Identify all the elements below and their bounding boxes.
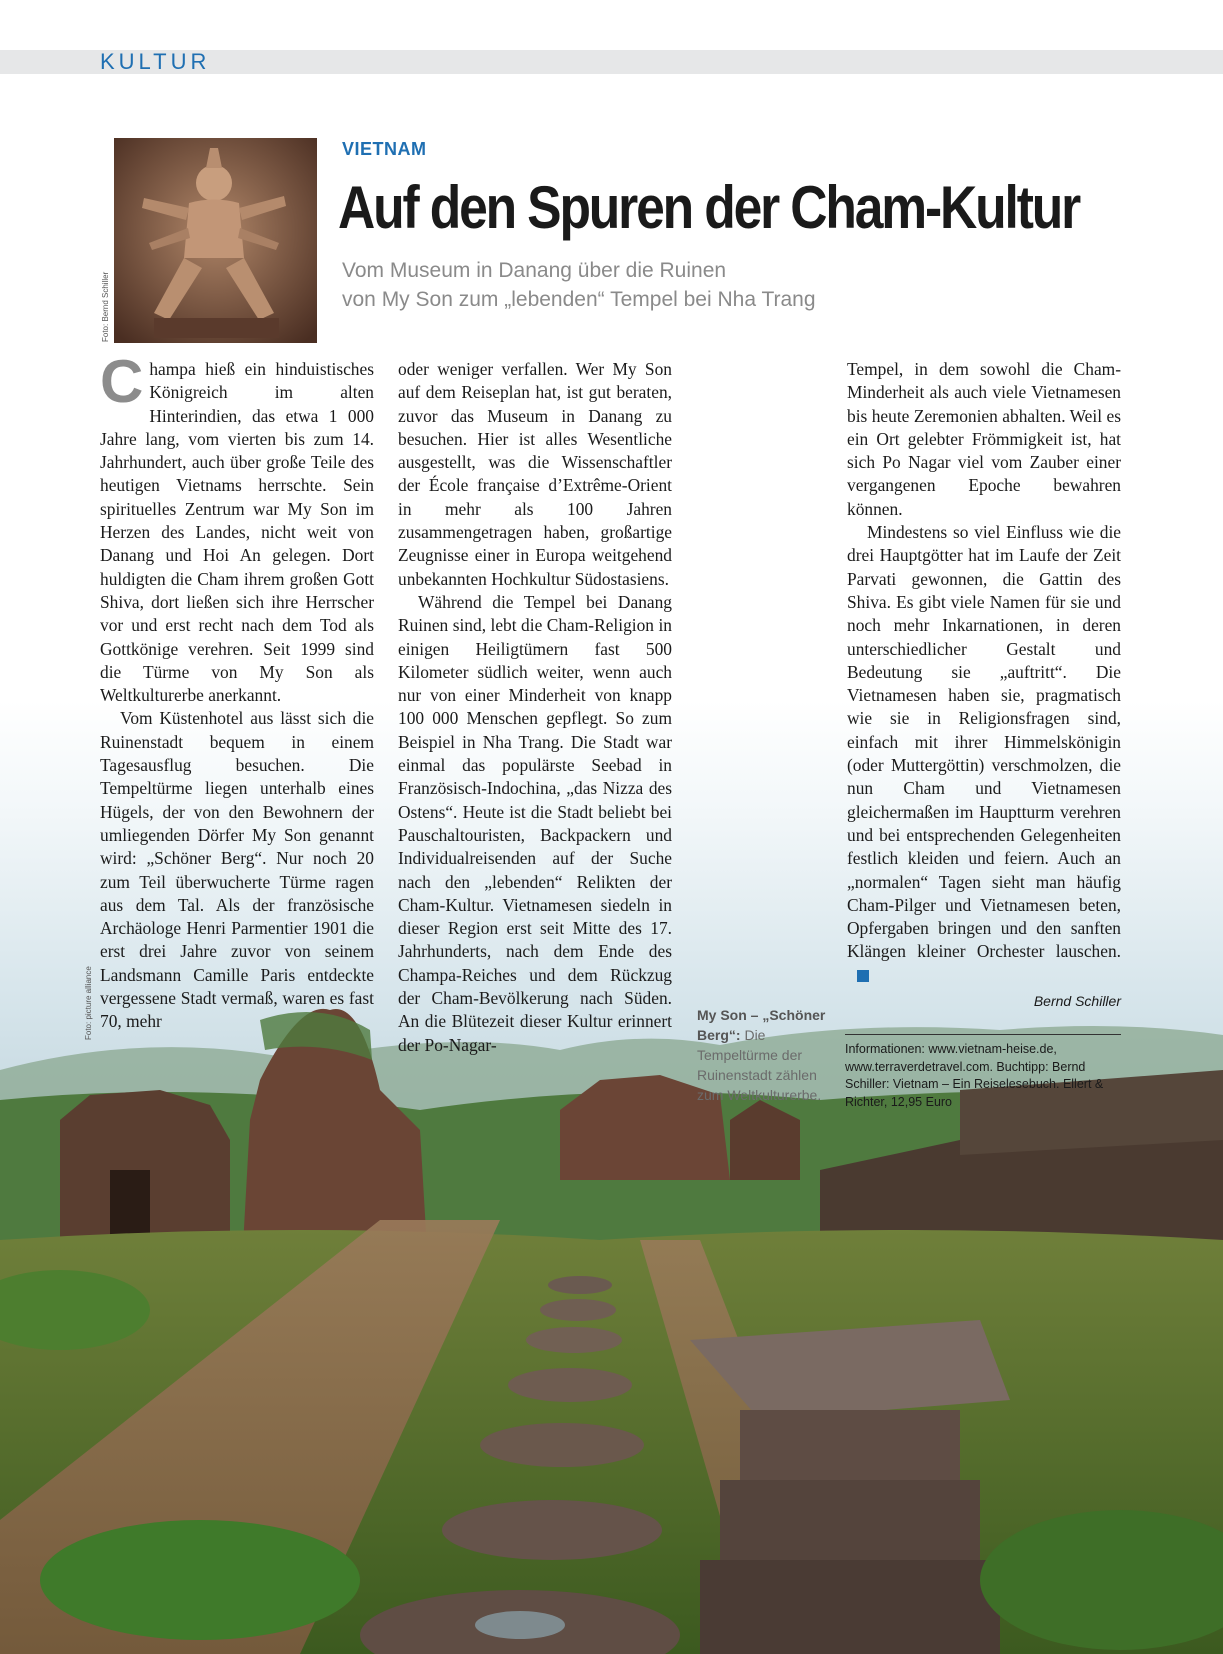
deck-line: von My Son zum „lebenden“ Tempel bei Nha Trang: [342, 288, 816, 311]
paragraph: Während die Tempel bei Danang Ruinen sind, lebt die Cham-Religion in einigen Heiligtümern fast 500 Kilometer südlich weiter, wenn auch nur von einer Minderheit von knapp 100 000 Menschen gepflegt. So zum Beispiel in Nha Trang. Die Stadt war einmal das populärste Seebad in Französisch-Indochina, „das Nizza des Ostens“. Heute ist die Stadt beliebt bei Pauschaltouristen, Backpackern und Individualreisenden auf der Suche nach den „lebenden“ Relikten der Cham-Kultur. Vietnamesen siedeln in dieser Region erst seit Mitte des 17. Jahrhunderts, nach dem Ende des Champa-Reiches und dem Rückzug der Cham-Bevölkerung nach Süden. An die Blütezeit dieser Kultur erinnert der Po-Nagar-: [398, 591, 672, 1055]
deck-line: Vom Museum in Danang über die Ruinen: [342, 259, 727, 282]
caption-title: My Son – „Schöner Berg“:: [697, 1007, 826, 1043]
caption-text: Die Tempeltürme der Ruinenstadt zählen zum Weltkulturerbe.: [697, 1027, 822, 1103]
paragraph-text: hampa hieß ein hinduistisches Königreich im alten Hinterindien, das etwa 1 000 Jahre lang, vom vierten bis zum 14. Jahrhundert, auch über große Teile des heutigen Vietnams herrschte. Sein spirituelles Zentrum war My Son im Herzen des Landes, nicht weit von Danang und Hoi An gelegen. Dort huldigten die Cham ihrem großen Gott Shiva, dort ließen sich ihre Herrscher vor und erst recht nach dem Tod als Gottkönige verehren. Seit 1999 sind die Türme von My Son als Weltkulturerbe anerkannt.: [100, 359, 374, 706]
paragraph: Tempel, in dem sowohl die Cham-Minderheit als auch viele Vietnamesen bis heute Zeremonien abhalten. Weil es ein Ort gelebter Frömmigkeit ist, hat sich Po Nagar viel vom Zauber einer vergangenen Epoche bewahren können.: [847, 359, 1121, 519]
photo-credit-relief: Foto: Bernd Schiller: [101, 271, 110, 342]
paragraph-text: Mindestens so viel Einfluss wie die drei Hauptgötter hat im Laufe der Zeit Parvati gewonnen, die Gattin des Shiva. Es gibt viele Namen für sie und noch mehr Inkarnationen, in deren unterschiedlicher Gestalt und Bedeutung sie „auftritt“. Die Vietnamesen haben sie, pragmatisch wie sie in Religionsfragen sind, einfach mit ihrer Himmelskönigin (oder Muttergöttin) verschmolzen, die nun Cham und Vietnamesen gleichermaßen im Hauptturm verehren und bei entsprechenden Gelegenheiten festlich kleiden und feiern. Auch an „normalen“ Tagen sieht man häufig Cham-Pilger und Vietnamesen beten, Opfergaben bringen und den sanften Klängen kleiner Orchester lauschen.: [847, 522, 1121, 962]
paragraph: Vom Küstenhotel aus lässt sich die Ruinenstadt bequem in einem Tagesausflug besuchen. Die Tempeltürme liegen unterhalb eines Hügels, der von den Bewohnern der umliegenden Dörfer My Son genannt wird: „Schöner Berg“. Nur noch 20 zum Teil überwucherte Türme ragen aus dem Tal. Als der französische Archäologe Henri Parmentier 1901 die erst drei Jahre zuvor von seinem Landsmann Camille Paris entdeckte vergessene Stadt vermaß, waren es fast 70, mehr: [100, 708, 374, 1032]
cham-relief-photo: [114, 138, 317, 343]
body-column-3: [847, 358, 1121, 987]
photo-credit-landscape: Foto: picture alliance: [84, 966, 93, 1040]
body-column-1: [100, 348, 374, 1034]
author-byline: Bernd Schiller: [1033, 993, 1121, 1009]
section-label: KULTUR: [100, 49, 211, 74]
article-kicker: VIETNAM: [342, 139, 427, 159]
body-column-2: [398, 358, 672, 1057]
article-deck: [342, 256, 1042, 314]
drop-cap: C: [100, 348, 144, 415]
article-title: Auf den Spuren der Cham-Kultur: [338, 174, 1080, 241]
paragraph: oder weniger verfallen. Wer My Son auf dem Reiseplan hat, ist gut beraten, zuvor das Museum in Danang zu besuchen. Hier ist alles Wesentliche ausgestellt, was die Wissenschaftler der École française d’Extrême-Orient in mehr als 100 Jahren zusammengetragen haben, großartige Zeugnisse einer in Europa weitgehend unbekannten Hochkultur Südostasiens.: [398, 359, 672, 589]
photo-caption: [697, 1005, 827, 1105]
paragraph: [100, 348, 374, 707]
info-box: Informationen: www.vietnam-heise.de, www.terraverdetravel.com. Buchtipp: Bernd Schiller: Vietnam – Ein Reiselesebuch. Ellert & Richter, 12,95 Euro: [845, 1034, 1121, 1111]
end-mark-icon: [857, 970, 869, 982]
paragraph: [847, 521, 1121, 987]
